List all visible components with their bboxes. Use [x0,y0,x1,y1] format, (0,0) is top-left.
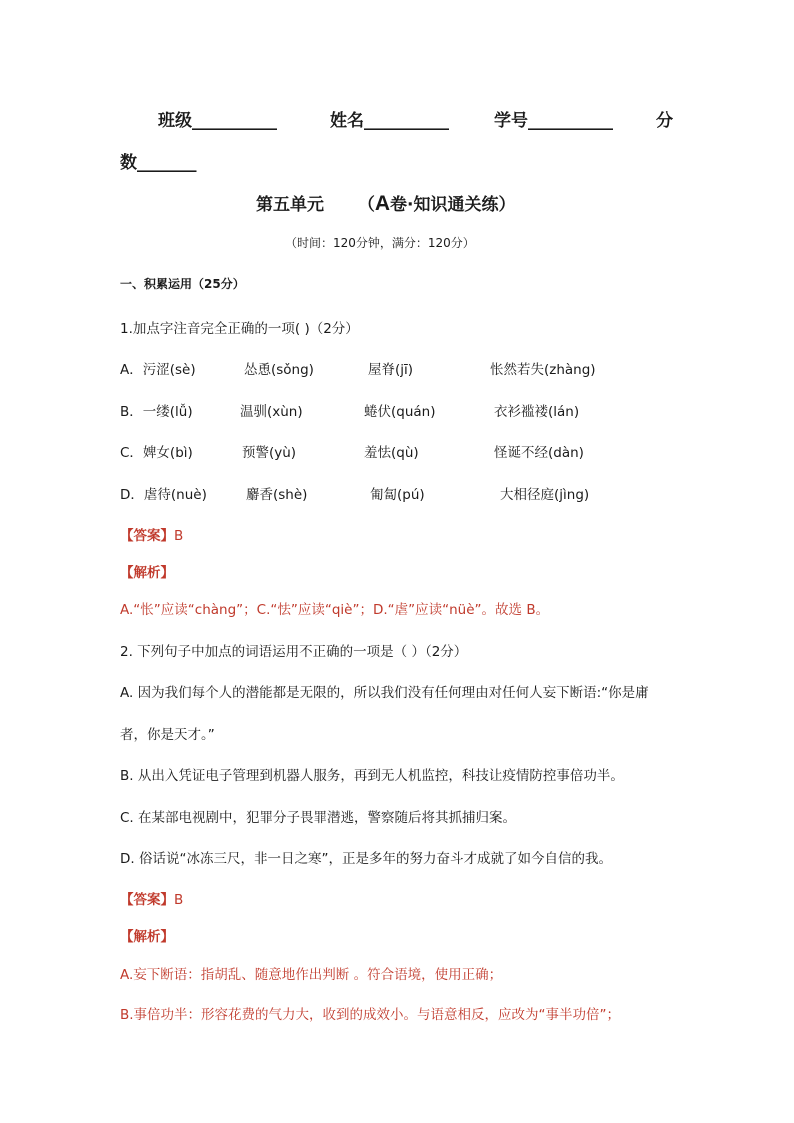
question-2-option-a: A. 因为我们每个人的潜能都是无限的，所以我们没有任何理由对任何人妄下断语:“你是庸 [120,685,649,701]
volume-rest: 卷·知识通关练） [390,195,516,215]
answer-value: B [174,528,184,544]
question-2-answer [120,888,183,908]
student-id-field: 学号__________ [494,111,613,131]
question-2-option-b: B. 从出入凭证电子管理到机器人服务，再到无人机监控，科技让疫情防控事倍功半。 [120,768,624,784]
option-c-4: 怪诞不经(dàn) [494,445,584,461]
question-2-option-d: D. 俗话说“冰冻三尺，非一日之寒”，正是多年的努力奋斗才成就了如今自信的我。 [120,851,612,867]
option-b-4: 衣衫褴褛(lán) [494,404,580,420]
unit-title: 第五单元 [256,195,324,215]
option-d-3: 匍匐(pú) [370,487,425,503]
option-d-1: D．虐待(nuè) [120,487,207,503]
answer-tag: 【答案】 [120,528,174,544]
answer-value: B [174,892,184,908]
score-label-part1: 分 [656,111,673,131]
option-b-3: 蜷伏(quán) [364,404,436,420]
question-2-option-c: C. 在某部电视剧中，犯罪分子畏罪潜逃，警察随后将其抓捕归案。 [120,810,517,826]
option-d-2: 麝香(shè) [246,487,308,503]
option-a-1: A．污涩(sè) [120,362,196,378]
class-field: 班级__________ [158,111,277,131]
answer-tag: 【答案】 [120,892,174,908]
question-1-analysis-tag: 【解析】 [120,565,174,581]
question-2-analysis-tag: 【解析】 [120,929,174,945]
option-b-2: 温驯(xùn) [240,404,303,420]
option-a-4: 怅然若失(zhàng) [490,362,596,378]
score-field: 数_______ [120,153,197,173]
option-c-2: 预警(yù) [242,445,297,461]
question-1-analysis: A.“怅”应读“chàng”；C.“怯”应读“qiè”；D.“虐”应读“nüè”。故选 B。 [120,602,550,618]
section-heading: 一、积累运用（25分） [120,277,245,291]
exam-time-info: （时间：120分钟，满分：120分） [285,236,475,250]
option-a-2: 怂恿(sǒng) [244,362,314,378]
option-a-3: 屋脊(jī) [368,362,414,378]
question-2-option-a-cont: 者，你是天才。” [120,727,215,743]
option-c-1: C．婢女(bì) [120,445,193,461]
name-field: 姓名__________ [330,111,449,131]
option-d-4: 大相径庭(jìng) [500,487,590,503]
option-b-1: B．一缕(lǚ) [120,404,193,420]
question-1-answer [120,524,183,544]
question-2-analysis-b: B.事倍功半：形容花费的气力大，收到的成效小。与语意相反，应改为“事半功倍”； [120,1007,621,1023]
question-2-stem: 2. 下列句子中加点的词语运用不正确的一项是（ ）（2分） [120,644,468,660]
page-title [256,190,515,216]
option-c-3: 羞怯(qù) [364,445,419,461]
volume-letter: A [374,192,391,215]
title-open-paren: （ [357,195,375,215]
question-1-stem: 1.加点字注音完全正确的一项( )（2分） [120,321,359,337]
question-2-analysis-a: A.妄下断语：指胡乱、随意地作出判断 。符合语境，使用正确； [120,967,503,983]
